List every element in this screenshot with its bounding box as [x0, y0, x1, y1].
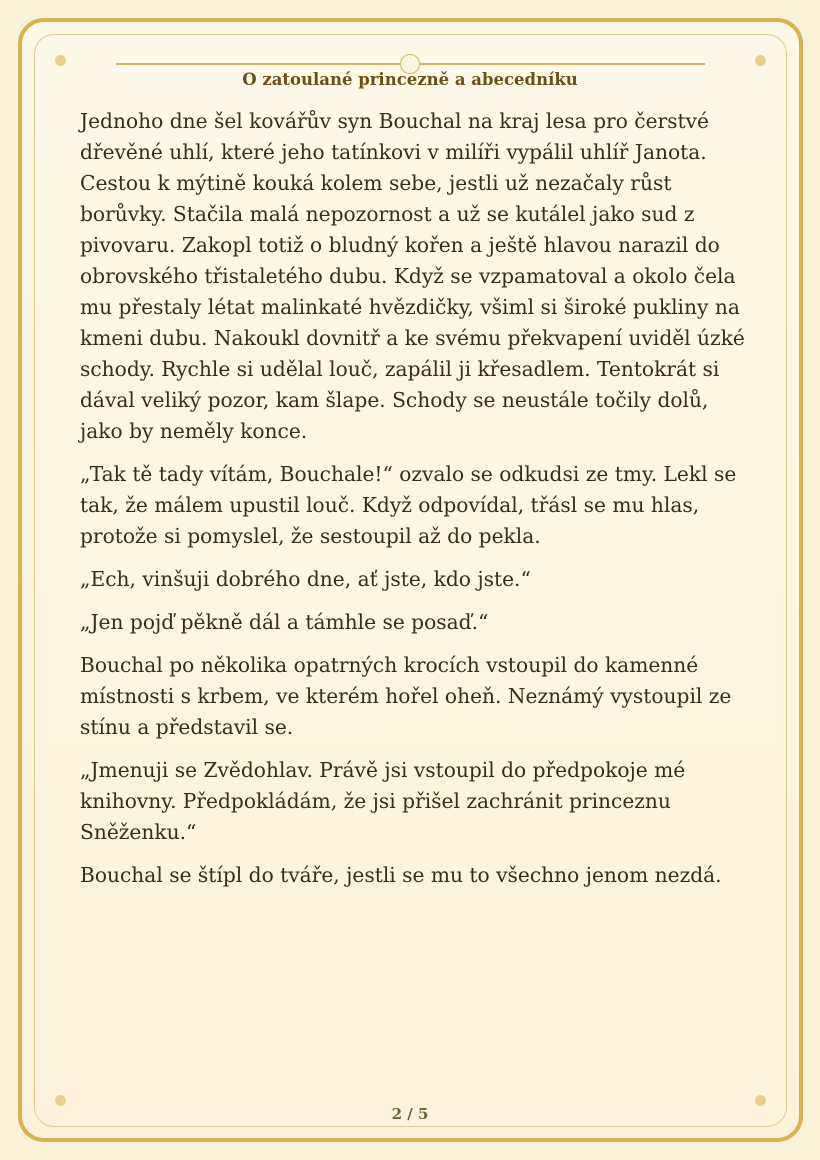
story-text	[80, 106, 750, 903]
paragraph: „Jen pojď pěkně dál a támhle se posaď.“	[80, 610, 489, 634]
paragraph: „Tak tě tady vítám, Bouchale!“ ozvalo se odkudsi ze tmy. Lekl se tak, že málem upustil louč. Když odpovídal, třásl se mu hlas, protože si pomyslel, že sestoupil až do pekla.	[80, 462, 737, 548]
paragraph: „Ech, vinšuji dobrého dne, ať jste, kdo jste.“	[80, 567, 531, 591]
page-title: O zatoulané princezně a abecedníku	[242, 70, 578, 89]
page-number: 2 / 5	[391, 1105, 429, 1123]
paragraph: Bouchal se štípl do tváře, jestli se mu to všechno jenom nezdá.	[80, 863, 722, 887]
corner-ornament-top-left	[55, 55, 66, 66]
paragraph: Jednoho dne šel kovářův syn Bouchal na kraj lesa pro čerstvé dřevěné uhlí, které jeho tatínkovi v milíři vypálil uhlíř Janota. Cestou k mýtině kouká kolem sebe, jestli už nezačaly růst borůvky. Stačila malá nepozornost a už se kutálel jako sud z pivovaru. Zakopl totiž o bludný kořen a ještě hlavou narazil do obrovského třistaletého dubu. Když se vzpamatoval a okolo čela mu přestaly létat malinkaté hvězdičky, všiml si široké pukliny na kmeni dubu. Nakoukl dovnitř a ke svému překvapení uviděl úzké schody. Rychle si udělal louč, zapálil ji křesadlem. Tentokrát si dával veliký pozor, kam šlape. Schody se neustále točily dolů, jako by neměly konce.	[80, 109, 745, 443]
paragraph: Bouchal po několika opatrných krocích vstoupil do kamenné místnosti s krbem, ve kterém hořel oheň. Neznámý vystoupil ze stínu a představil se.	[80, 653, 732, 739]
corner-ornament-top-right	[755, 55, 766, 66]
paragraph: „Jmenuji se Zvědohlav. Právě jsi vstoupil do předpokoje mé knihovny. Předpokládám, že jsi přišel zachránit princeznu Sněženku.“	[80, 758, 686, 844]
